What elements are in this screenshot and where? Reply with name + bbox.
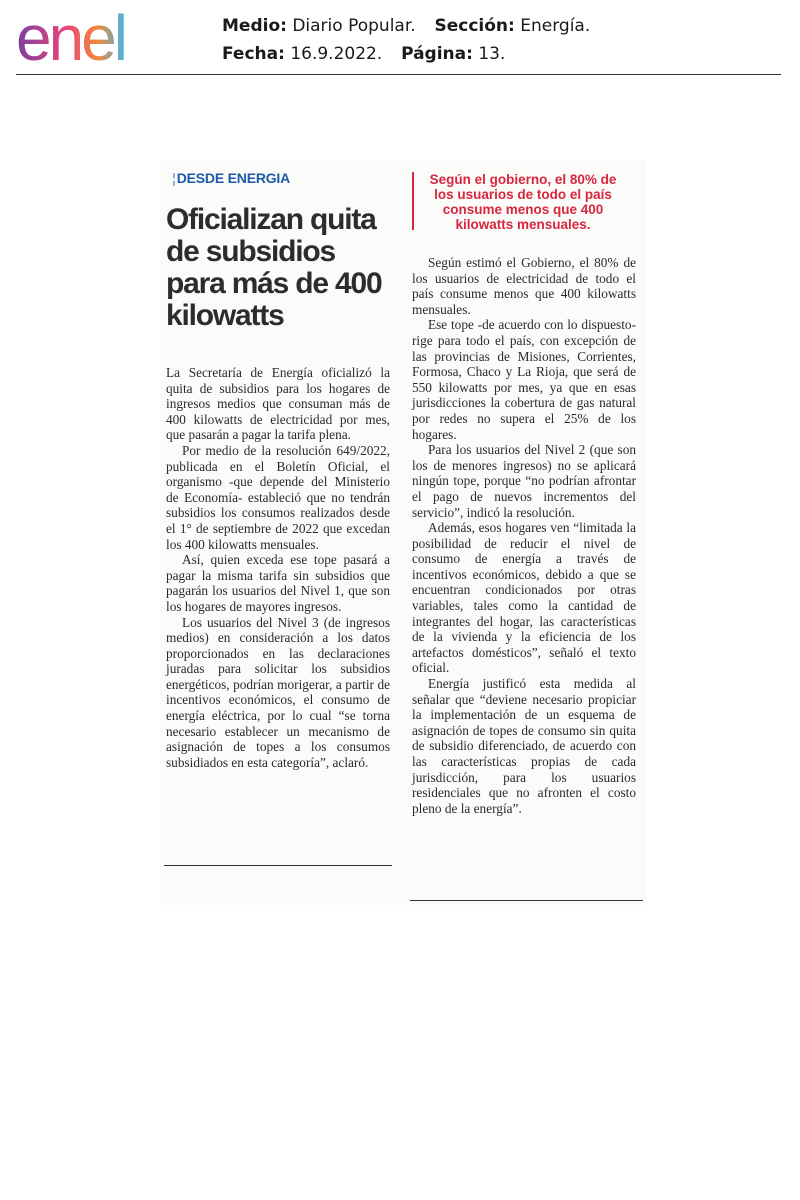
paragraph: Según estimó el Gobierno, el 80% de los usuarios de electricidad de todo el país consume menos que 400 kilowatts mensuales. (412, 255, 636, 317)
article-pullquote: Según el gobierno, el 80% de los usuarios de todo el país consume menos que 400 kilowatts mensuales. (429, 172, 617, 232)
article-right-column (412, 255, 636, 816)
column-end-rule (410, 900, 643, 901)
header-divider (16, 74, 781, 75)
seccion-label: Sección: (434, 16, 515, 36)
pullquote-bar (412, 172, 414, 230)
meta-line-2 (222, 40, 590, 68)
document-meta (222, 12, 590, 68)
article-left-column (166, 365, 390, 770)
paragraph: Por medio de la resolución 649/2022, publicada en el Boletín Oficial, el organismo -que depende del Ministerio de Economía- estableció que no tendrán subsidios los consumos realizados desde el 1° de septiembre de 2022 que excedan los 400 kilowatts mensuales. (166, 442, 390, 552)
fecha-value: 16.9.2022. (290, 44, 383, 64)
column-end-rule (164, 865, 392, 866)
kicker-mark-icon: ¦ (172, 170, 176, 186)
medio-value: Diario Popular. (292, 16, 416, 36)
pagina-value: 13. (478, 44, 506, 64)
paragraph: La Secretaría de Energía oficializó la quita de subsidios para los hogares de ingresos medios que consuman más de 400 kilowatts de electricidad por mes, que pasarán a pagar la tarifa plena. (166, 365, 390, 443)
seccion-value: Energía. (520, 16, 591, 36)
medio-label: Medio: (222, 16, 287, 36)
paragraph: Energía justificó esta medida al señalar que “deviene necesario propiciar la implementación de un esquema de asignación de topes de consumo sin quita de subsidio diferenciado, de acuerdo con las características propias de cada jurisdicción, para los usuarios residenciales que no afronten el costo pleno de la energía”. (412, 676, 636, 816)
pagina-label: Página: (401, 44, 473, 64)
fecha-label: Fecha: (222, 44, 285, 64)
paragraph: Además, esos hogares ven “limitada la posibilidad de reducir el nivel de consumo de energía a través de incentivos económicos, debido a que se encuentran condicionados por otras variables, tales como la cantidad de integrantes del hogar, las características de la vivienda y la eficiencia de los artefactos domésticos”, señaló el texto oficial. (412, 520, 636, 676)
document-header (0, 0, 800, 80)
paragraph: Para los usuarios del Nivel 2 (que son los de menores ingresos) no se aplicará ningún tope, porque “no podrían afrontar el pago de nuevos incrementos del servicio”, indicó la resolución. (412, 442, 636, 520)
enel-logo (16, 8, 168, 68)
svg-text:enel: enel (16, 8, 125, 68)
meta-line-1 (222, 12, 590, 40)
kicker-text: DESDE ENERGIA (176, 170, 291, 186)
paragraph: Los usuarios del Nivel 3 (de ingresos medios) en consideración a los datos proporcionados en las declaraciones juradas para solicitar los subsidios energéticos, podrían morigerar, a partir de incentivos económicos, el consumo de energía eléctrica, por lo cual “se torna necesario establecer un mecanismo de asignación de topes a los consumos subsidiados en esta categoría”, aclaró. (166, 614, 390, 770)
paragraph: Ese tope -de acuerdo con lo dispuesto- rige para todo el país, con excepción de las provincias de Misiones, Corrientes, Formosa, Chaco y La Rioja, que será de 550 kilowatts por mes, ya que en esas jurisdicciones la cobertura de gas natural por redes no supera el 25% de los hogares. (412, 317, 636, 442)
paragraph: Así, quien exceda ese tope pasará a pagar la misma tarifa sin subsidios que pagarán los usuarios del Nivel 1, que son los hogares de mayores ingresos. (166, 552, 390, 614)
article-headline: Oficializan quita de subsidios para más de 400 kilowatts (166, 203, 382, 332)
section-kicker (172, 170, 290, 186)
